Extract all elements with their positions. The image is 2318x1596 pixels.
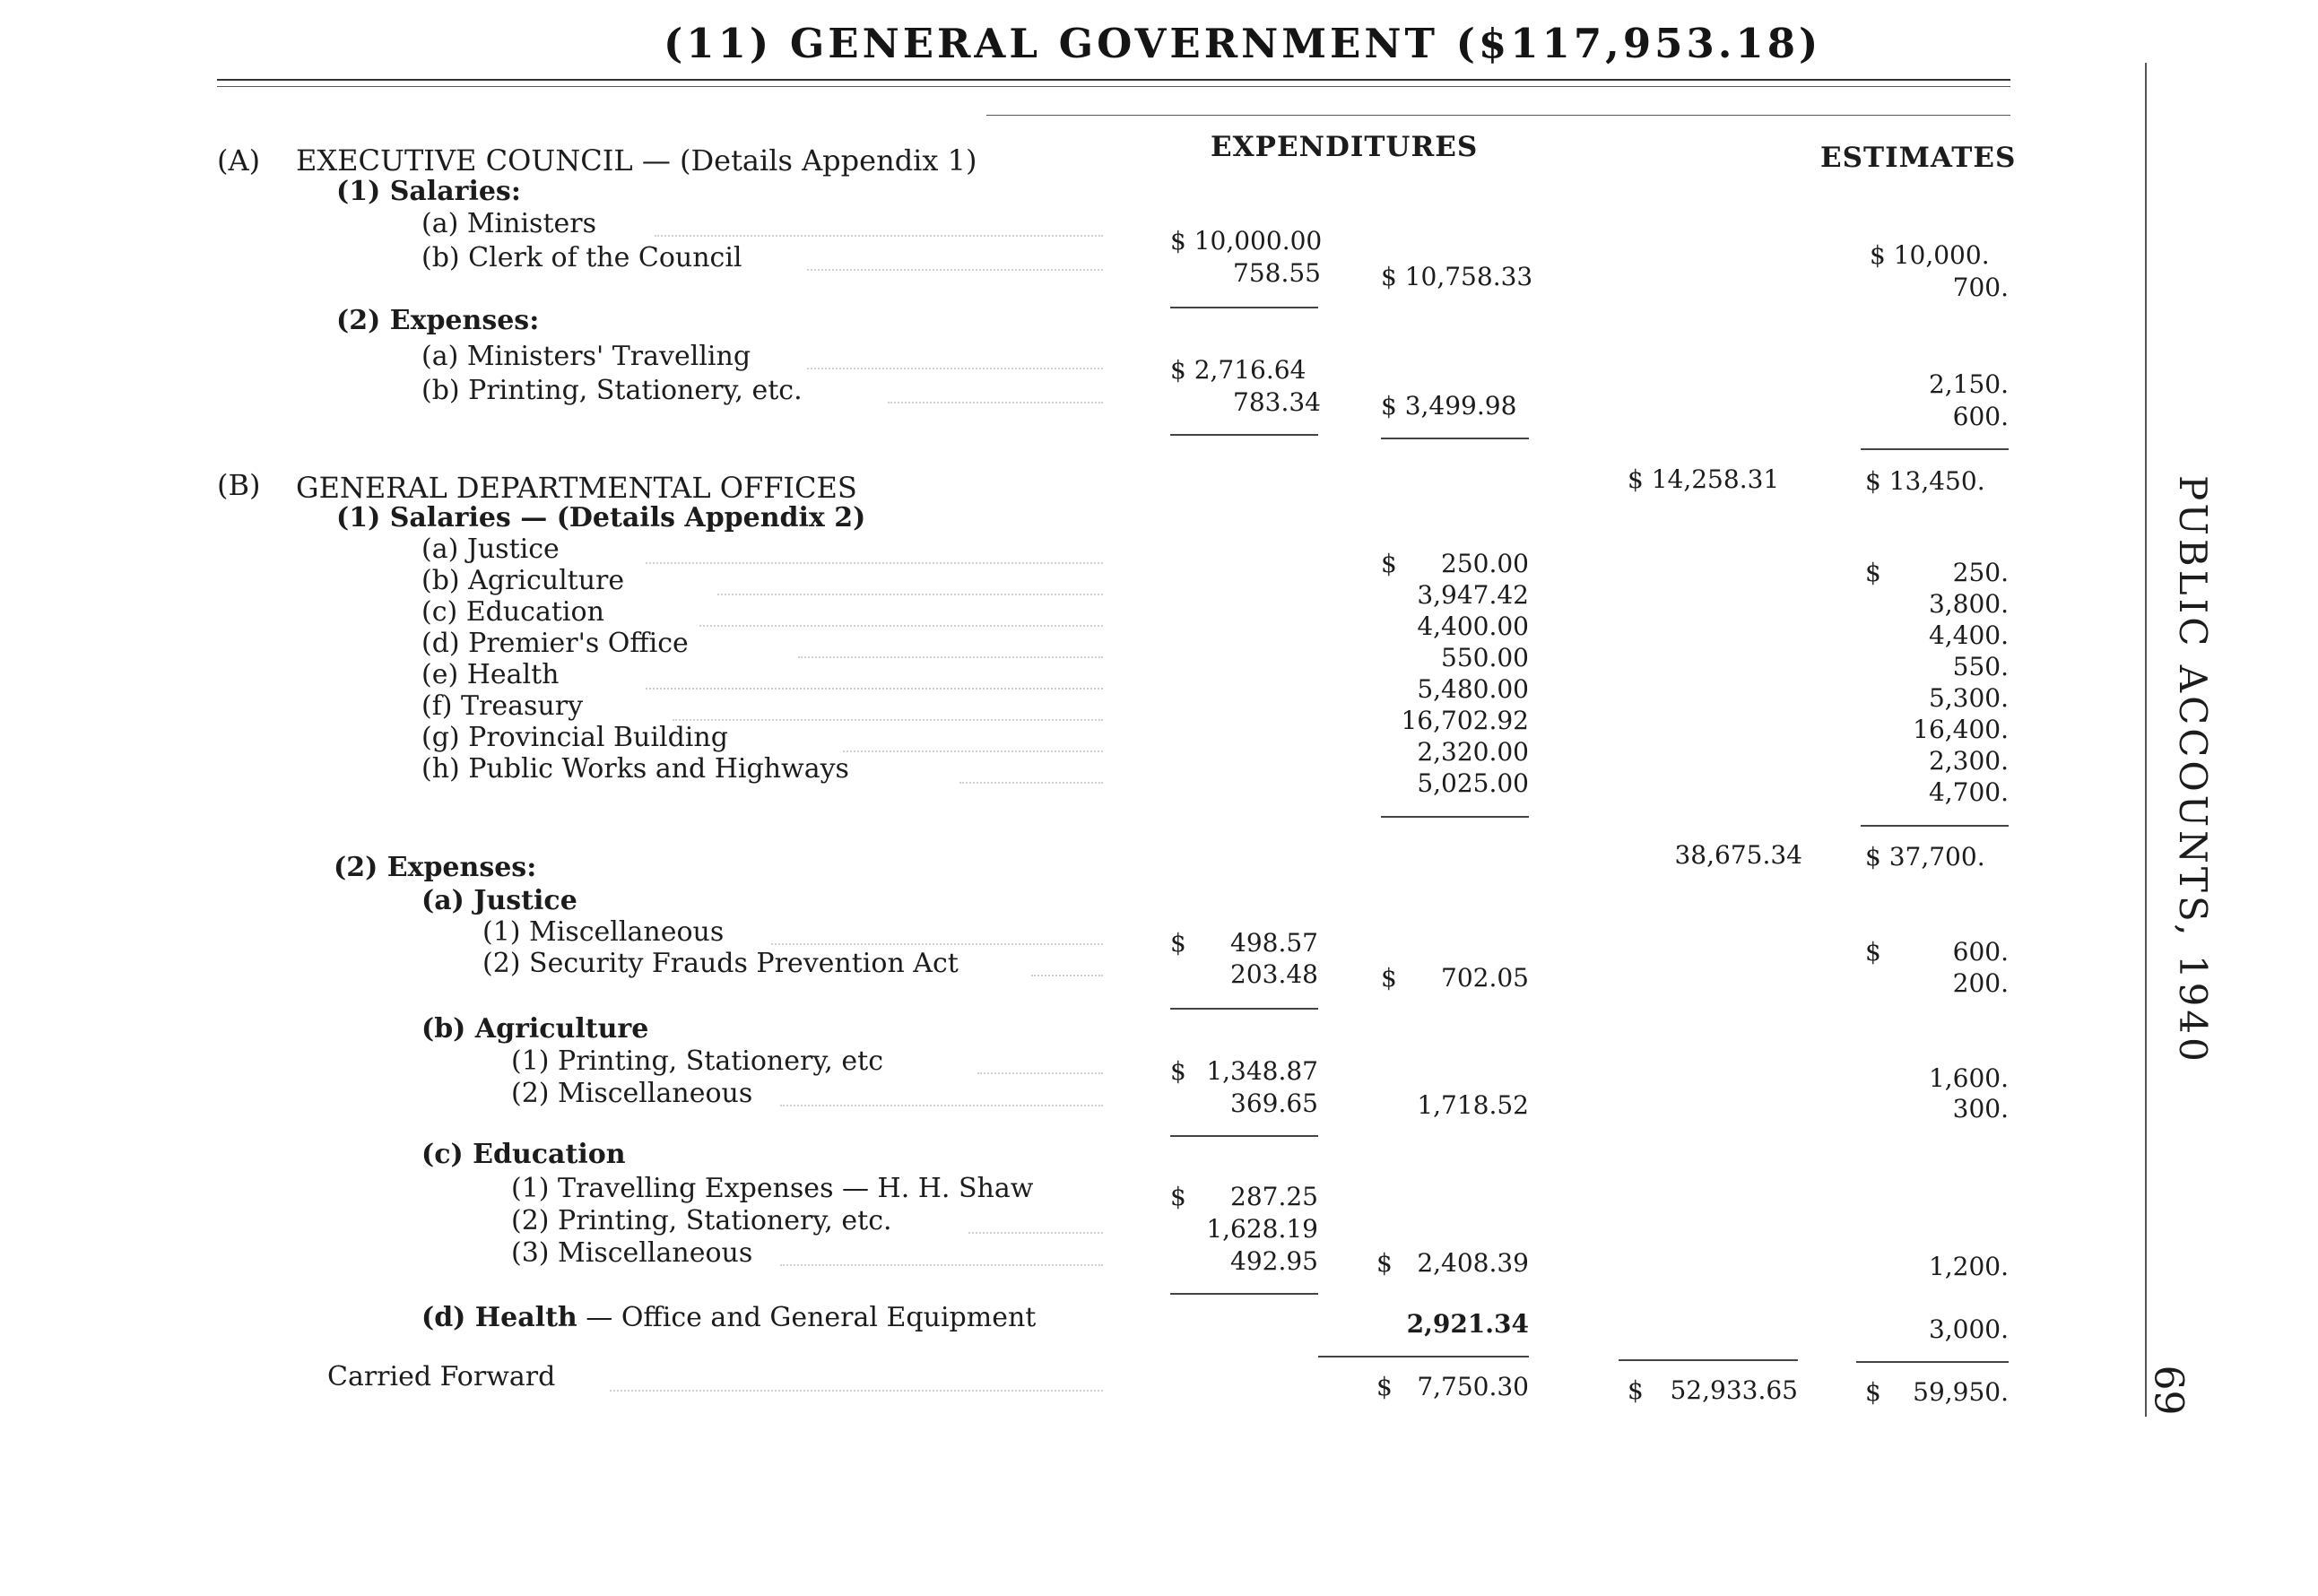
b-salary-education: (c) Education bbox=[421, 596, 604, 628]
b-justice-label: (a) Justice bbox=[421, 885, 577, 916]
a-travel-label: (a) Ministers' Travelling bbox=[421, 341, 751, 372]
b-agriculture-printing-label: (1) Printing, Stationery, etc bbox=[511, 1045, 883, 1077]
leader-dots bbox=[610, 1390, 1103, 1392]
b-agriculture-est-misc: 300. bbox=[1952, 1094, 2009, 1123]
b-salaries-label bbox=[336, 502, 865, 533]
a-salaries-total: $ 10,758.33 bbox=[1381, 262, 1533, 291]
b-salaries-text: (1) Salaries — (Details Appendix 2) bbox=[336, 502, 866, 533]
leader-dots bbox=[699, 625, 1103, 627]
section-b-title: GENERAL DEPARTMENTAL OFFICES bbox=[296, 471, 857, 505]
leader-dots bbox=[780, 1264, 1103, 1266]
page-title: (11) GENERAL GOVERNMENT ($117,953.18) bbox=[664, 20, 1822, 67]
leader-dots bbox=[807, 368, 1103, 369]
leader-dots bbox=[807, 269, 1103, 271]
b-agriculture-printing-amount: 1,348.87 bbox=[1206, 1056, 1318, 1086]
section-b-marker: (B) bbox=[217, 468, 261, 502]
estimate-rule bbox=[1861, 448, 2009, 450]
dollar-sign: $ bbox=[1170, 1182, 1186, 1211]
b-education-travel-label: (1) Travelling Expenses — H. H. Shaw bbox=[511, 1173, 1034, 1204]
b-agriculture-label: (b) Agriculture bbox=[421, 1013, 649, 1045]
leader-dots bbox=[977, 1072, 1103, 1074]
leader-dots bbox=[959, 782, 1103, 784]
carried-forward-est-total: 59,950. bbox=[1913, 1377, 2009, 1407]
b-education-total: 2,408.39 bbox=[1417, 1248, 1529, 1278]
b-salary-est-provincial: 2,300. bbox=[1928, 746, 2009, 776]
b-agriculture-total: 1,718.52 bbox=[1417, 1090, 1529, 1120]
b-justice-misc-label: (1) Miscellaneous bbox=[482, 916, 725, 948]
section-a-title: EXECUTIVE COUNCIL — (Details Appendix 1) bbox=[296, 143, 977, 178]
b-salaries-est-total: $ 37,700. bbox=[1865, 842, 1985, 872]
b-salary-est-premier: 550. bbox=[1952, 652, 2009, 681]
b-education-misc-amount: 492.95 bbox=[1230, 1246, 1318, 1276]
subtotal-rule bbox=[1170, 434, 1318, 436]
subtotal-rule bbox=[1170, 1135, 1318, 1137]
b-justice-security-amount: 203.48 bbox=[1230, 959, 1318, 989]
a-est-ministers: $ 10,000. bbox=[1870, 240, 1990, 270]
subtotal-rule bbox=[1170, 1293, 1318, 1295]
title-rule bbox=[217, 79, 2010, 81]
leader-dots bbox=[655, 235, 1103, 237]
a-travel-amount: $ 2,716.64 bbox=[1170, 355, 1307, 385]
dollar-sign: $ bbox=[1865, 1377, 1881, 1407]
estimate-rule bbox=[1861, 825, 2009, 827]
dollar-sign: $ bbox=[1381, 963, 1397, 993]
leader-dots bbox=[798, 656, 1103, 658]
b-salary-justice: (a) Justice bbox=[421, 533, 560, 565]
b-health-total: 2,921.34 bbox=[1406, 1309, 1529, 1339]
leader-dots bbox=[717, 594, 1103, 595]
b-justice-total: 702.05 bbox=[1441, 963, 1529, 993]
b-salary-amount-treasury: 16,702.92 bbox=[1401, 706, 1529, 735]
dollar-sign: $ bbox=[1381, 549, 1397, 578]
a-est-travel: 2,150. bbox=[1928, 369, 2009, 399]
title-rule-thin bbox=[217, 86, 2010, 87]
estimates-header: ESTIMATES bbox=[1820, 142, 2017, 174]
b-salary-amount-premier: 550.00 bbox=[1441, 643, 1529, 672]
leader-dots bbox=[968, 1232, 1103, 1234]
b-justice-est-security: 200. bbox=[1952, 968, 2009, 998]
b-salary-premier: (d) Premier's Office bbox=[421, 628, 689, 659]
b-expenses-text: (2) Expenses: bbox=[334, 852, 537, 883]
a-printing-label: (b) Printing, Stationery, etc. bbox=[421, 375, 803, 406]
total-rule bbox=[1856, 1361, 2009, 1363]
b-education-est: 1,200. bbox=[1928, 1252, 2009, 1281]
subtotal-rule bbox=[1170, 1008, 1318, 1010]
a-expenses-label: (2) Expenses: bbox=[336, 305, 540, 336]
b-salary-health: (e) Health bbox=[421, 659, 560, 690]
carried-forward-section-total: 52,933.65 bbox=[1670, 1375, 1798, 1405]
leader-dots bbox=[673, 719, 1103, 721]
b-salary-amount-agriculture: 3,947.42 bbox=[1417, 580, 1529, 610]
carried-forward-label: Carried Forward bbox=[327, 1361, 556, 1392]
b-justice-misc-amount: 498.57 bbox=[1230, 928, 1318, 958]
section-a-marker: (A) bbox=[217, 143, 261, 178]
leader-dots bbox=[888, 402, 1103, 403]
subtotal-rule bbox=[1170, 307, 1318, 308]
b-agriculture-misc-amount: 369.65 bbox=[1230, 1089, 1318, 1118]
a-expenses-total: $ 3,499.98 bbox=[1381, 391, 1517, 421]
dollar-sign: $ bbox=[1376, 1248, 1393, 1278]
running-title: PUBLIC ACCOUNTS, 1940 bbox=[2171, 475, 2215, 1065]
carried-forward-exp-total: 7,750.30 bbox=[1417, 1372, 1529, 1401]
a-est-section-total: $ 13,450. bbox=[1865, 466, 1985, 496]
b-agriculture-est-printing: 1,600. bbox=[1928, 1063, 2009, 1093]
a-ministers-label: (a) Ministers bbox=[421, 208, 596, 239]
b-health-row bbox=[421, 1302, 1036, 1333]
b-salary-amount-health: 5,480.00 bbox=[1417, 674, 1529, 704]
b-health-label: (d) Health bbox=[421, 1302, 577, 1333]
b-salaries-total: 38,675.34 bbox=[1674, 840, 1802, 870]
b-health-desc: — Office and General Equipment bbox=[586, 1302, 1037, 1333]
b-education-misc-label: (3) Miscellaneous bbox=[511, 1237, 753, 1269]
b-salary-treasury: (f) Treasury bbox=[421, 690, 584, 722]
b-salary-amount-provincial: 2,320.00 bbox=[1417, 737, 1529, 767]
total-rule bbox=[1619, 1359, 1798, 1361]
a-salaries-label: (1) Salaries: bbox=[336, 176, 521, 207]
expenditures-header: EXPENDITURES bbox=[1211, 131, 1479, 163]
dollar-sign: $ bbox=[1628, 1375, 1644, 1405]
b-salary-est-education: 4,400. bbox=[1928, 620, 2009, 650]
leader-dots bbox=[771, 943, 1103, 945]
subtotal-rule bbox=[1381, 816, 1529, 818]
b-salary-provincial: (g) Provincial Building bbox=[421, 722, 728, 753]
b-salary-est-treasury: 16,400. bbox=[1913, 715, 2009, 744]
subtotal-rule bbox=[1381, 438, 1529, 439]
b-health-est: 3,000. bbox=[1928, 1314, 2009, 1344]
margin-line bbox=[2145, 63, 2147, 1417]
a-est-printing: 600. bbox=[1952, 402, 2009, 431]
leader-dots bbox=[646, 688, 1103, 690]
leader-dots bbox=[646, 562, 1103, 564]
header-rule bbox=[986, 115, 2010, 116]
b-salary-est-public-works: 4,700. bbox=[1928, 777, 2009, 807]
b-salary-est-health: 5,300. bbox=[1928, 683, 2009, 713]
b-justice-est-misc: 600. bbox=[1952, 937, 2009, 967]
dollar-sign: $ bbox=[1170, 1056, 1186, 1086]
dollar-sign: $ bbox=[1170, 928, 1186, 958]
a-section-total: $ 14,258.31 bbox=[1628, 464, 1780, 494]
b-agriculture-misc-label: (2) Miscellaneous bbox=[511, 1078, 753, 1109]
b-salary-public-works: (h) Public Works and Highways bbox=[421, 753, 849, 785]
b-education-label: (c) Education bbox=[421, 1139, 626, 1170]
page-number: 69 bbox=[2145, 1365, 2192, 1416]
b-salary-est-justice: 250. bbox=[1952, 558, 2009, 587]
leader-dots bbox=[780, 1105, 1103, 1106]
total-rule bbox=[1318, 1356, 1529, 1357]
a-clerk-label: (b) Clerk of the Council bbox=[421, 242, 742, 273]
b-salary-agriculture: (b) Agriculture bbox=[421, 565, 625, 596]
b-education-printing-amount: 1,628.19 bbox=[1206, 1214, 1318, 1244]
a-est-clerk: 700. bbox=[1952, 273, 2009, 302]
b-justice-security-label: (2) Security Frauds Prevention Act bbox=[482, 948, 959, 979]
dollar-sign: $ bbox=[1865, 558, 1881, 587]
b-education-printing-label: (2) Printing, Stationery, etc. bbox=[511, 1205, 892, 1236]
leader-dots bbox=[1031, 975, 1103, 976]
a-clerk-amount: 758.55 bbox=[1233, 258, 1321, 288]
b-education-travel-amount: 287.25 bbox=[1230, 1182, 1318, 1211]
b-salary-amount-education: 4,400.00 bbox=[1417, 612, 1529, 641]
b-expenses-label bbox=[334, 852, 536, 883]
b-salary-est-agriculture: 3,800. bbox=[1928, 589, 2009, 619]
leader-dots bbox=[843, 750, 1103, 752]
a-ministers-amount: $ 10,000.00 bbox=[1170, 226, 1323, 256]
b-salary-amount-public-works: 5,025.00 bbox=[1417, 768, 1529, 798]
dollar-sign: $ bbox=[1376, 1372, 1393, 1401]
b-salary-amount-justice: 250.00 bbox=[1441, 549, 1529, 578]
dollar-sign: $ bbox=[1865, 937, 1881, 967]
a-printing-amount: 783.34 bbox=[1233, 387, 1321, 417]
